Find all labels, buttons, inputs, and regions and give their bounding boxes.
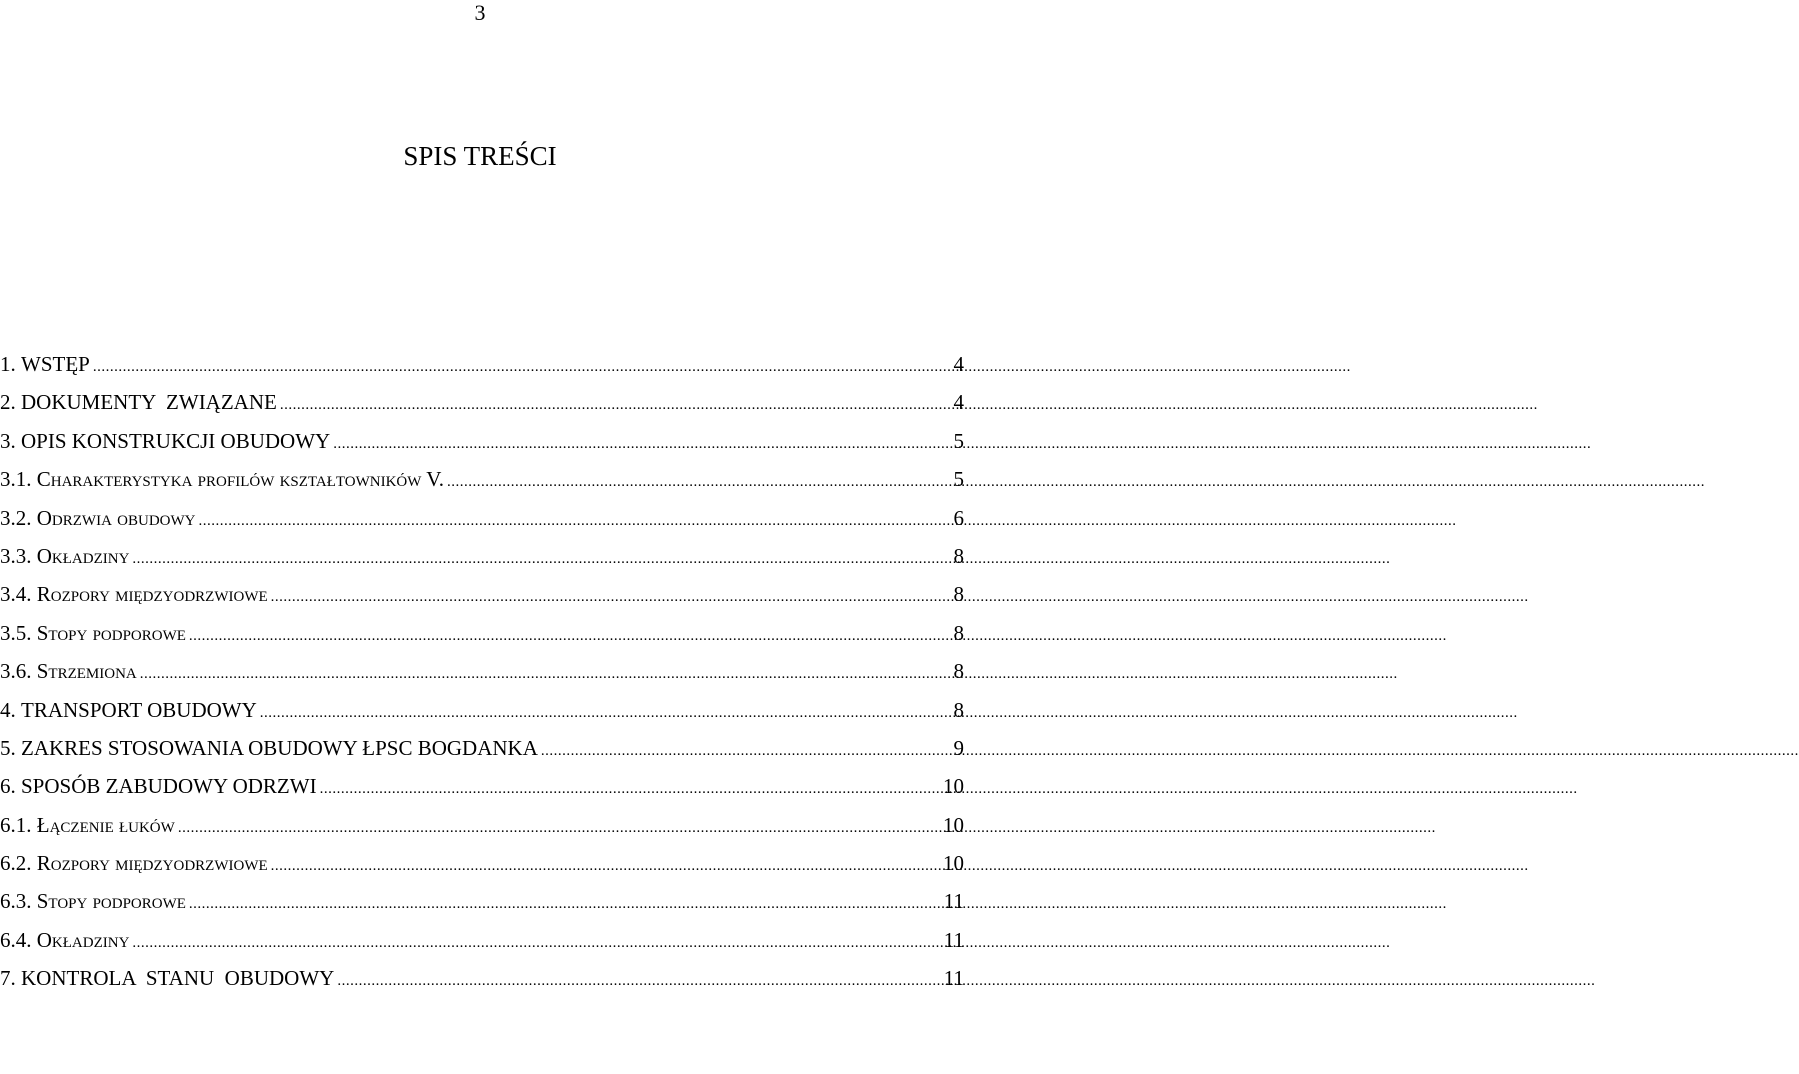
toc-entry[interactable] [0,806,964,844]
toc-entry[interactable] [0,537,964,575]
toc-entry[interactable] [0,460,964,498]
toc-entry[interactable] [0,882,964,920]
toc-entry[interactable] [0,383,964,421]
toc-entry-number: 3.5. [0,620,37,645]
toc-dot-leader [178,809,940,847]
toc-dot-leader [271,847,940,885]
toc-dot-leader [271,578,951,616]
toc-entry-page: 6 [953,505,964,530]
toc-entry-label: Stopy podporowe [36,620,186,645]
toc-entry-page: 8 [953,659,964,684]
toc-dot-leader [93,348,951,386]
toc-entry-page: 8 [953,697,964,722]
toc-entry-page: 5 [953,428,964,453]
toc-dot-leader [320,770,940,808]
toc-entry[interactable] [0,575,964,613]
toc-entry-page: 4 [953,352,964,376]
toc-entry-number: 3. [0,428,21,453]
toc-title: SPIS TREŚCI [403,141,557,171]
toc-dot-leader [189,617,951,655]
toc-entry-label: Strzemiona [36,659,137,684]
toc-entry[interactable] [0,959,964,997]
toc-entry-label: Stopy podporowe [36,889,186,914]
toc-entry-page: 5 [953,467,964,492]
toc-entry-page: 10 [943,774,964,799]
toc-entry-page: 4 [953,390,964,415]
toc-dot-leader [132,924,940,962]
toc-entry-number: 2. [0,390,21,415]
toc-dot-leader [198,502,950,540]
toc-entry-number: 3.6. [0,659,37,684]
toc-dot-leader [447,463,950,501]
toc-entry-label: WSTĘP [21,352,90,376]
toc-entry-label: OPIS KONSTRUKCJI OBUDOWY [21,428,331,453]
toc-entry-label: KONTROLA STANU OBUDOWY [21,966,335,991]
toc-entry[interactable] [0,729,964,767]
toc-entry[interactable] [0,921,964,959]
toc-dot-leader [189,885,941,923]
toc-entry-label: SPOSÓB ZABUDOWY ODRZWI [21,774,317,799]
toc-entry-page: 11 [943,927,964,952]
toc-entry-page: 11 [943,889,964,914]
toc-entry-page: 10 [943,812,964,837]
toc-entry-number: 6. [0,774,21,799]
toc-entry-page: 10 [943,851,964,876]
toc-entry-number: 6.4. [0,927,37,952]
toc-entry-label: DOKUMENTY ZWIĄZANE [21,390,277,415]
toc-dot-leader [337,962,940,1000]
toc-entry[interactable] [0,767,964,805]
toc-entry-label: Charakterystyka profilów kształtowników V. [36,467,445,492]
toc-entry-page: 11 [943,966,964,991]
table-of-contents [0,345,964,998]
toc-entry-page: 8 [953,620,964,645]
toc-dot-leader [333,425,950,463]
toc-entry-label: ZAKRES STOSOWANIA OBUDOWY ŁPSC BOGDANKA [21,735,538,760]
toc-entry-number: 3.2. [0,505,37,530]
toc-entry-page: 8 [953,582,964,607]
toc-dot-leader [280,386,951,424]
toc-entry[interactable] [0,652,964,690]
toc-dot-leader [140,655,951,693]
toc-entry-label: Odrzwia obudowy [36,505,196,530]
toc-entry-number: 3.1. [0,467,37,492]
toc-dot-leader [541,732,951,770]
toc-entry-label: Łączenie łuków [36,812,175,837]
toc-entry-label: TRANSPORT OBUDOWY [21,697,257,722]
toc-dot-leader [132,540,950,578]
page-number: 3 [474,0,486,25]
toc-entry-page: 8 [953,543,964,568]
toc-entry-label: Rozpory międzyodrzwiowe [36,851,268,876]
toc-entry-number: 1. [0,352,21,376]
toc-entry[interactable] [0,422,964,460]
toc-entry[interactable] [0,691,964,729]
toc-entry-number: 5. [0,735,21,760]
toc-entry-number: 6.3. [0,889,37,914]
toc-entry-label: Okładziny [36,543,130,568]
toc-entry[interactable] [0,844,964,882]
toc-dot-leader [260,694,951,732]
toc-entry-label: Okładziny [36,927,130,952]
toc-entry-number: 3.3. [0,543,37,568]
toc-entry-number: 4. [0,697,21,722]
toc-entry-number: 7. [0,966,21,991]
toc-entry[interactable] [0,499,964,537]
toc-entry-number: 6.2. [0,851,37,876]
toc-entry-label: Rozpory międzyodrzwiowe [36,582,268,607]
toc-entry-number: 3.4. [0,582,37,607]
toc-entry-page: 9 [953,735,964,760]
toc-entry-number: 6.1. [0,812,37,837]
toc-entry[interactable] [0,614,964,652]
toc-entry[interactable] [0,345,964,383]
